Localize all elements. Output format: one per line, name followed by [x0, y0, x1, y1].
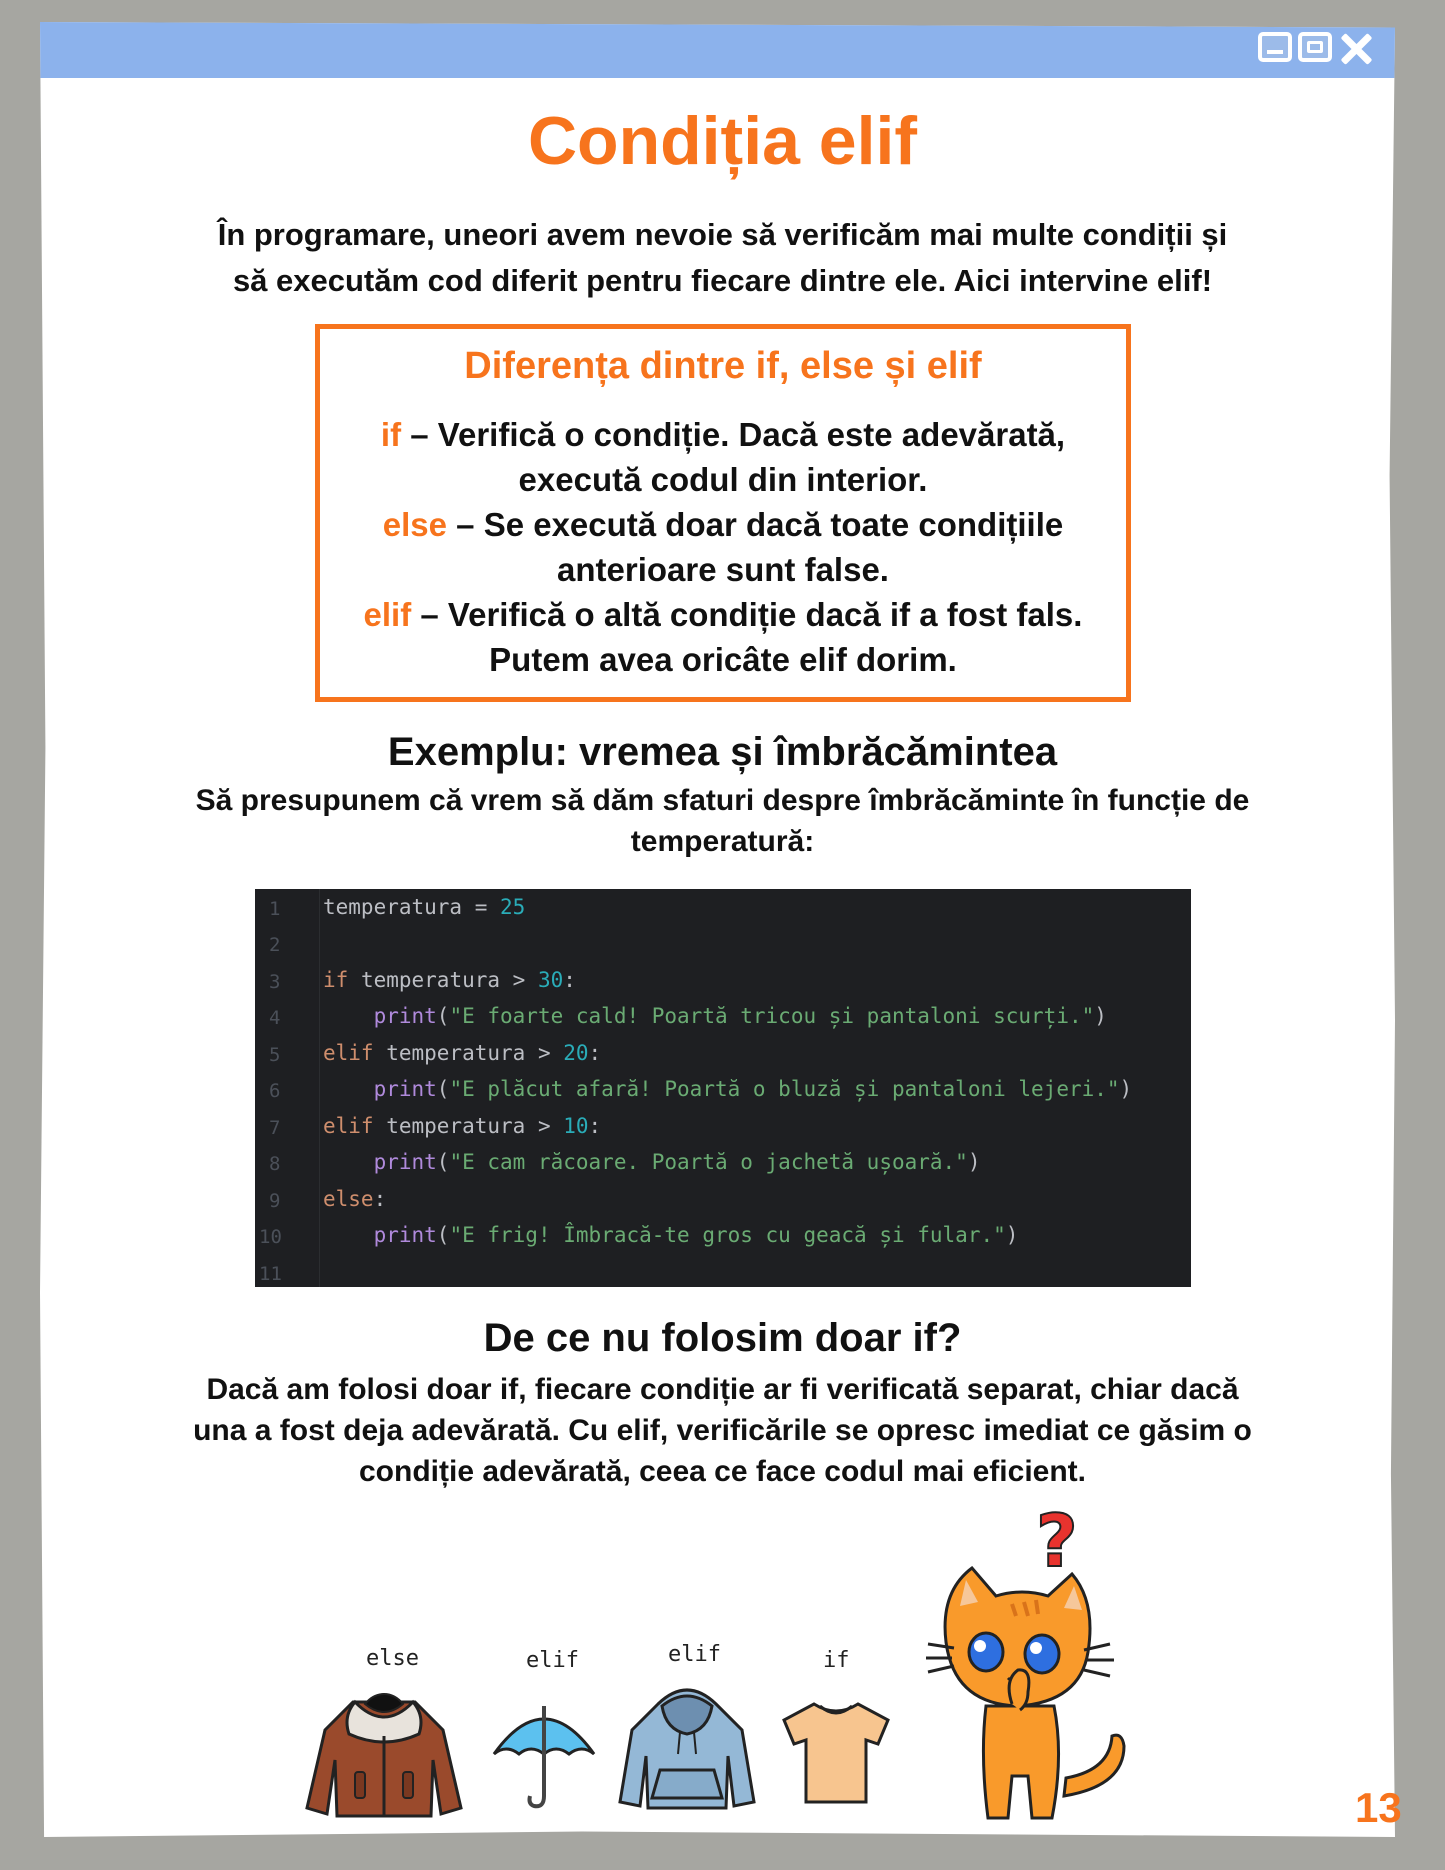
code-token: :	[373, 1187, 387, 1211]
code-token: temperatura >	[373, 1041, 564, 1065]
jacket-icon	[303, 1690, 465, 1822]
intro-line: În programare, uneori avem nevoie să verificăm mai multe condiții și	[217, 217, 1228, 252]
difference-text: Putem avea oricâte elif dorim.	[489, 641, 957, 678]
line-number: 10	[259, 1226, 282, 1248]
code-line	[323, 1077, 1132, 1101]
code-token: "E cam răcoare. Poartă o jachetă ușoară."	[449, 1150, 968, 1174]
code-token: 30	[537, 968, 564, 992]
code-token: elif	[323, 1114, 374, 1138]
code-token: :	[588, 1114, 602, 1138]
why-line: condiție adevărată, ceea ce face codul mai eficient.	[359, 1455, 1086, 1488]
code-token: print	[373, 1077, 437, 1101]
maximize-icon	[1298, 32, 1332, 62]
example-line: temperatură:	[630, 825, 815, 858]
code-token: )	[1094, 1004, 1107, 1028]
why-line: Dacă am folosi doar if, fiecare condiție ar fi verificată separat, chiar dacă	[206, 1373, 1239, 1406]
label-tshirt: if	[823, 1648, 850, 1673]
why-line: una a fost deja adevărată. Cu elif, verificările se opresc imediat ce găsim o	[193, 1414, 1252, 1447]
minimize-icon	[1258, 32, 1292, 62]
example-line: Să presupunem că vrem să dăm sfaturi despre îmbrăcăminte în funcție de	[195, 784, 1250, 817]
code-token	[323, 1223, 374, 1247]
why-text	[130, 1369, 1315, 1492]
label-jacket: else	[366, 1646, 419, 1671]
code-token: "E plăcut afară! Poartă o bluză și pantaloni lejeri."	[449, 1077, 1120, 1101]
code-editor	[255, 889, 1191, 1287]
line-number: 7	[269, 1117, 281, 1139]
label-hoodie: elif	[668, 1642, 721, 1667]
hoodie-icon	[618, 1682, 756, 1814]
line-number: 4	[269, 1007, 281, 1029]
code-token: )	[1005, 1223, 1019, 1247]
example-text	[130, 780, 1315, 862]
difference-text: anterioare sunt false.	[557, 551, 889, 588]
line-number: 9	[269, 1190, 281, 1212]
page-number: 13	[1355, 1784, 1402, 1831]
code-token: )	[967, 1150, 981, 1174]
code-token: print	[373, 1150, 437, 1174]
difference-list	[320, 412, 1126, 682]
code-token: =	[462, 895, 501, 919]
code-token: temperatura >	[348, 968, 538, 992]
code-line	[323, 1223, 1018, 1247]
keyword-if: if	[380, 416, 402, 453]
code-token: :	[588, 1041, 602, 1065]
code-token: 20	[563, 1041, 589, 1065]
difference-text: – Verifică o condiție. Dacă este adevărată,	[410, 416, 1066, 453]
code-token: print	[373, 1004, 437, 1028]
intro-text	[120, 212, 1325, 304]
line-number: 5	[269, 1044, 281, 1066]
code-token: 10	[563, 1114, 589, 1138]
code-line	[323, 1187, 386, 1211]
code-token: elif	[323, 1041, 374, 1065]
tshirt-icon	[780, 1696, 892, 1808]
difference-text: – Verifică o altă condiție dacă if a fost fals.	[420, 596, 1083, 633]
code-token: "E foarte cald! Poartă tricou și pantaloni scurți."	[449, 1004, 1095, 1028]
line-number: 3	[269, 971, 281, 993]
line-number: 6	[269, 1080, 281, 1102]
code-token: if	[323, 968, 349, 992]
line-number: 11	[259, 1263, 282, 1285]
code-token: )	[1119, 1077, 1133, 1101]
difference-item-else	[320, 502, 1126, 547]
line-number: 2	[269, 934, 281, 956]
code-token: :	[563, 968, 576, 992]
code-token	[323, 1004, 374, 1028]
code-token: temperatura	[323, 895, 463, 919]
difference-text: execută codul din interior.	[518, 461, 928, 498]
label-umbrella: elif	[526, 1648, 579, 1673]
close-icon	[1338, 32, 1372, 62]
code-token: print	[373, 1223, 437, 1247]
why-heading: De ce nu folosim doar if?	[483, 1316, 962, 1360]
line-number: 8	[269, 1153, 281, 1175]
keyword-elif: elif	[363, 596, 412, 633]
code-token: (	[436, 1004, 450, 1028]
difference-item-elif	[320, 592, 1126, 637]
code-line	[323, 1150, 980, 1174]
keyword-else: else	[382, 506, 447, 543]
difference-title: Diferența dintre if, else și elif	[464, 345, 982, 387]
code-token: (	[436, 1150, 450, 1174]
difference-item-if	[320, 412, 1126, 457]
code-line	[323, 895, 525, 919]
difference-text: – Se execută doar dacă toate condițiile	[456, 506, 1064, 543]
code-token: 25	[500, 895, 526, 919]
code-token	[323, 1150, 374, 1174]
code-line	[323, 1114, 601, 1138]
window-titlebar	[40, 22, 1395, 78]
example-heading: Exemplu: vremea și îmbrăcămintea	[387, 730, 1058, 774]
umbrella-icon	[490, 1700, 598, 1812]
code-token	[323, 1077, 374, 1101]
intro-line: să executăm cod diferit pentru fiecare dintre ele. Aici intervine elif!	[232, 263, 1213, 298]
difference-box	[315, 324, 1131, 702]
code-line	[323, 1004, 1107, 1028]
line-number: 1	[269, 898, 281, 920]
code-token: (	[436, 1077, 450, 1101]
cat-icon	[924, 1556, 1138, 1838]
code-token: "E frig! Îmbracă-te gros cu geacă și fular."	[449, 1223, 1006, 1247]
code-token: else	[323, 1187, 374, 1211]
question-mark: ?	[1036, 1500, 1078, 1576]
page-title: Condiția elif	[527, 103, 918, 179]
code-token: temperatura >	[373, 1114, 564, 1138]
code-line	[323, 968, 576, 992]
code-line	[323, 1041, 601, 1065]
code-token: (	[436, 1223, 450, 1247]
line-number-gutter	[255, 889, 320, 1287]
